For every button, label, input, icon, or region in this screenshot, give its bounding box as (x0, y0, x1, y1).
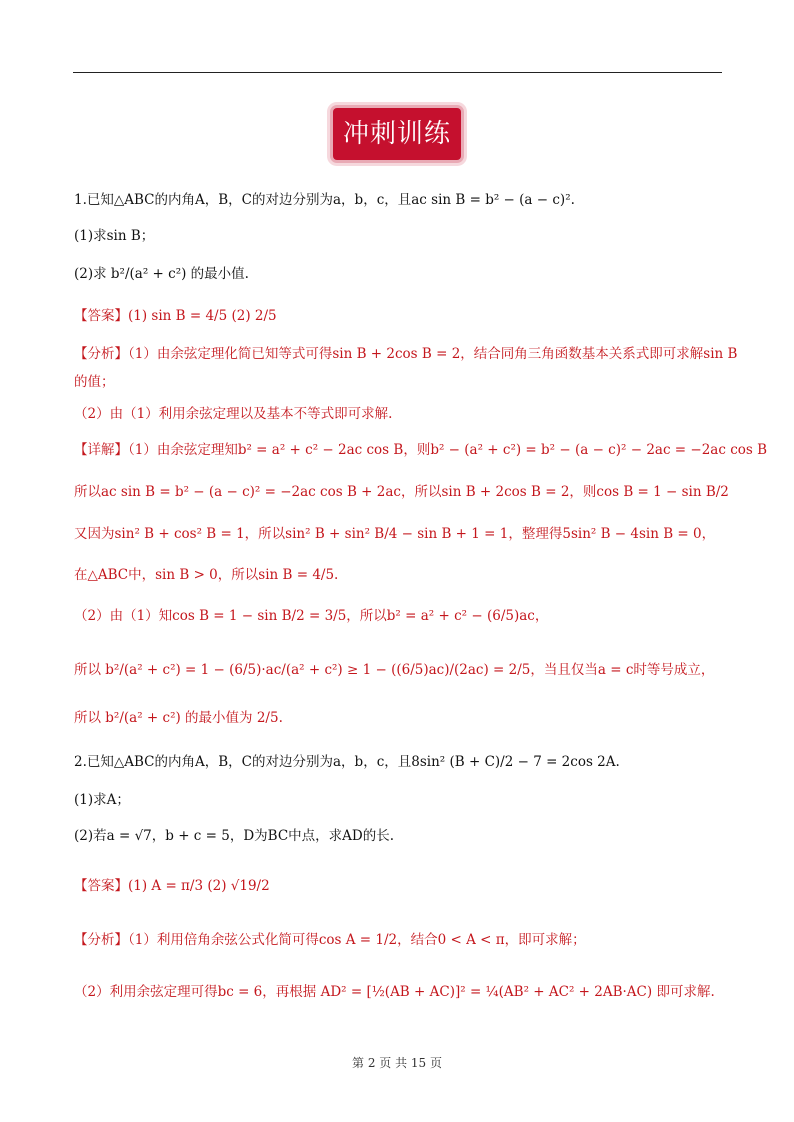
page-footer: 第 2 页 共 15 页 (352, 1056, 442, 1070)
q1-analysis-cont: 的值； (74, 374, 115, 390)
section-title-stamp (333, 108, 461, 160)
q1-analysis2: （2）由（1）利用余弦定理以及基本不等式即可求解. (74, 406, 393, 422)
header-rule (73, 72, 722, 73)
q2-analysis2: （2）利用余弦定理可得bc = 6，再根据 AD² = [½(AB + AC)]² = ¼(AB² + AC² + 2AB·AC) 即可求解. (74, 984, 715, 1000)
q1-answer: 【答案】(1) sin B = 4/5 (2) 2/5 (74, 308, 277, 324)
q1-part1: (1)求sin B； (74, 228, 155, 244)
q1-detail-5: （2）由（1）知cos B = 1 − sin B/2 = 3/5，所以b² = a² + c² − (6/5)ac， (74, 608, 549, 624)
q1-analysis: 【分析】（1）由余弦定理化简已知等式可得sin B + 2cos B = 2，结合同角三角函数基本关系式即可求解sin B (74, 346, 738, 362)
q2-analysis: 【分析】（1）利用倍角余弦公式化简可得cos A = 1/2，结合0 < A < π，即可求解； (74, 932, 586, 948)
q2-part2: (2)若a = √7，b + c = 5，D为BC中点，求AD的长. (74, 828, 395, 844)
q1-detail-1: 【详解】（1）由余弦定理知b² = a² + c² − 2ac cos B，则b² − (a² + c²) = b² − (a − c)² − 2ac = −2ac cos B (74, 442, 768, 458)
q1-part2: (2)求 b²/(a² + c²) 的最小值. (74, 266, 249, 282)
q2-part1: (1)求A； (74, 792, 130, 808)
q2-stem: 2.已知△ABC的内角A，B，C的对边分别为a，b，c，且8sin² (B + C)/2 − 7 = 2cos 2A. (74, 754, 620, 770)
q1-detail-2: 所以ac sin B = b² − (a − c)² = −2ac cos B + 2ac，所以sin B + 2cos B = 2，则cos B = 1 − sin B/2 (74, 484, 729, 500)
q1-detail-7: 所以 b²/(a² + c²) 的最小值为 2/5. (74, 710, 283, 726)
q1-stem: 1.已知△ABC的内角A，B，C的对边分别为a，b，c，且ac sin B = b² − (a − c)². (74, 192, 575, 208)
section-title: 冲刺训练 (342, 119, 451, 149)
q2-answer: 【答案】(1) A = π/3 (2) √19/2 (74, 878, 270, 894)
q1-detail-6: 所以 b²/(a² + c²) = 1 − (6/5)·ac/(a² + c²) ≥ 1 − ((6/5)ac)/(2ac) = 2/5，当且仅当a = c时等号成立， (74, 662, 715, 678)
q1-detail-3: 又因为sin² B + cos² B = 1，所以sin² B + sin² B/4 − sin B + 1 = 1，整理得5sin² B − 4sin B = 0， (74, 526, 716, 542)
q1-detail-4: 在△ABC中，sin B > 0，所以sin B = 4/5. (74, 567, 339, 583)
